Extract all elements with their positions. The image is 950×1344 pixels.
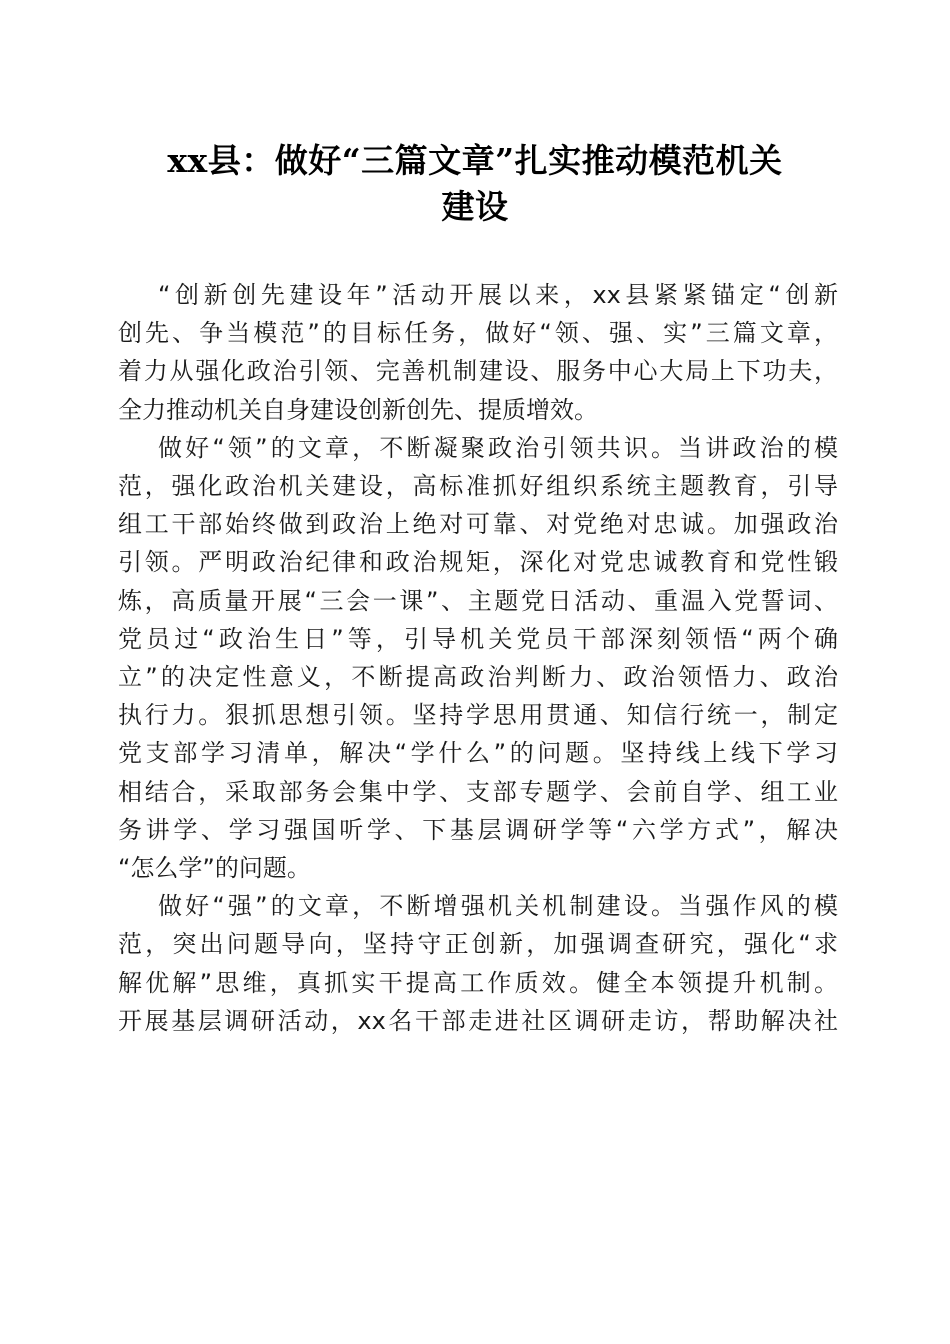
- paragraph-intro: [118, 276, 838, 429]
- title-line-1: xx县：做好“三篇文章”扎实推动模范机关: [167, 141, 783, 180]
- title-line-2: 建设: [441, 187, 509, 226]
- text-line: 着力从强化政治引领、完善机制建设、服务中心大局上下功夫，: [118, 357, 838, 386]
- text-line: 炼，高质量开展“三会一课”、主题党日活动、重温入党誓词、: [118, 586, 838, 615]
- text-line: 范，强化政治机关建设，高标准抓好组织系统主题教育，引导: [118, 472, 838, 501]
- text-line: 全力推动机关自身建设创新创先、提质增效。: [118, 395, 598, 424]
- text-line: 开展基层调研活动，xx名干部走进社区调研走访，帮助解决社: [118, 1006, 838, 1035]
- text-line: 做好“领”的文章，不断凝聚政治引领共识。当讲政治的模: [158, 433, 838, 462]
- text-line: 相结合，采取部务会集中学、支部专题学、会前自学、组工业: [118, 777, 838, 806]
- text-line: 组工干部始终做到政治上绝对可靠、对党绝对忠诚。加强政治: [118, 510, 838, 539]
- text-line: 做好“强”的文章，不断增强机关机制建设。当强作风的模: [158, 892, 838, 921]
- paragraph-qiang: [118, 887, 838, 1040]
- text-line: 党支部学习清单，解决“学什么”的问题。坚持线上线下学习: [118, 739, 838, 768]
- text-line: “怎么学”的问题。: [118, 854, 311, 883]
- document-body: [118, 276, 838, 1040]
- text-line: 党员过“政治生日”等，引导机关党员干部深刻领悟“两个确: [118, 624, 838, 653]
- text-line: 立”的决定性意义，不断提高政治判断力、政治领悟力、政治: [118, 663, 838, 692]
- text-line: 引领。严明政治纪律和政治规矩，深化对党忠诚教育和党性锻: [118, 548, 838, 577]
- text-line: 创先、争当模范”的目标任务，做好“领、强、实”三篇文章，: [118, 319, 838, 348]
- document-title: [110, 138, 840, 230]
- text-line: “创新创先建设年”活动开展以来，xx县紧紧锚定“创新: [158, 281, 838, 309]
- text-line: 务讲学、学习强国听学、下基层调研学等“六学方式”，解决: [118, 815, 838, 844]
- text-line: 执行力。狠抓思想引领。坚持学思用贯通、知信行统一，制定: [118, 701, 838, 730]
- text-line: 范，突出问题导向，坚持守正创新，加强调查研究，强化“求: [118, 930, 838, 959]
- paragraph-ling: [118, 429, 838, 887]
- text-line: 解优解”思维，真抓实干提高工作质效。健全本领提升机制。: [118, 968, 838, 997]
